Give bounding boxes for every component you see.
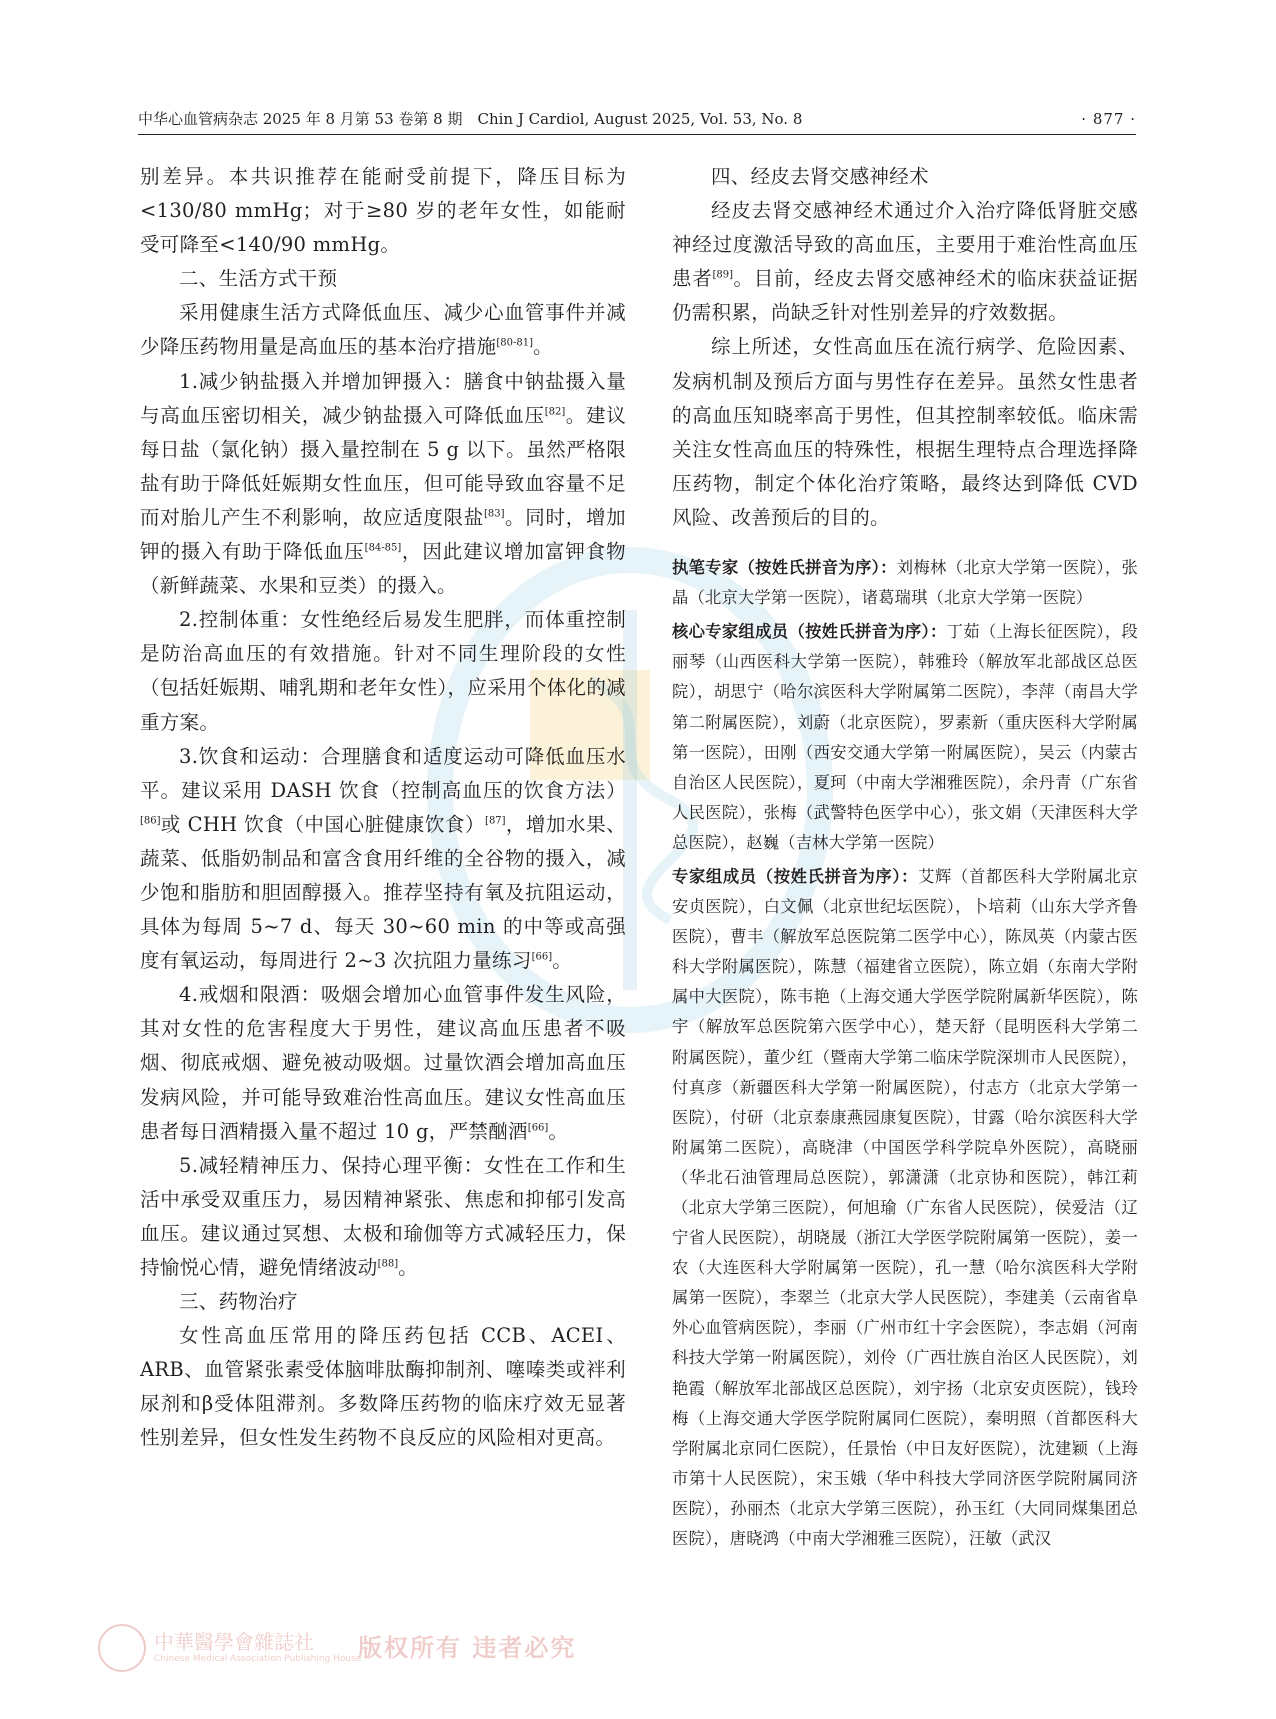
citation-ref: [87] <box>485 815 506 827</box>
paragraph-text: ，增加水果、蔬菜、低脂奶制品和富含食用纤维的全谷物的摄入，减少饱和脂肪和胆固醇摄入。推荐坚持有氧及抗阻运动，具体为每周 5~7 d、每天 30~60 min 的中等或高强度有氧运动，每周进行 2~3 次抗阻力量练习 <box>140 812 626 973</box>
paragraph-text: 。 <box>548 1119 569 1143</box>
paragraph <box>140 296 626 364</box>
paragraph-text: 别差异。本共识推荐在能耐受前提下，降压目标为<130/80 mmHg；对于≥80 岁的老年女性，如能耐受可降至<140/90 mmHg。 <box>140 165 626 257</box>
citation-ref: [80-81] <box>496 337 534 349</box>
author-group-members: 丁茹（上海长征医院），段丽琴（山西医科大学第一医院），韩雅玲（解放军北部战区总医院），胡思宁（哈尔滨医科大学附属第二医院），李萍（南昌大学第二附属医院），刘蔚（北京医院），罗素新（重庆医科大学附属第一医院），田刚（西安交通大学第一附属医院），吴云（内蒙古自治区人民医院），夏珂（中南大学湘雅医院），余丹青（广东省人民医院），张梅（武警特色医学中心），张文娟（天津医科大学总医院），赵巍（吉林大学第一医院） <box>672 622 1138 852</box>
author-group <box>672 617 1138 858</box>
paragraph-text: 经皮去肾交感神经术通过介入治疗降低肾脏交感神经过度激活导致的高血压，主要用于难治性高血压患者 <box>672 199 1138 291</box>
paragraph-text: 采用健康生活方式降低血压、减少心血管事件并减少降压药物用量是高血压的基本治疗措施 <box>140 301 626 359</box>
section-heading <box>140 262 626 296</box>
author-group-label: 核心专家组成员（按姓氏拼音为序）： <box>672 622 947 642</box>
paragraph-text: 2.控制体重：女性绝经后易发生肥胖，而体重控制是防治高血压的有效措施。针对不同生理阶段的女性（包括妊娠期、哺乳期和老年女性），应采用个体化的减重方案。 <box>140 608 626 734</box>
paragraph <box>140 1319 626 1455</box>
author-group <box>672 862 1138 1554</box>
paragraph-text: 。同时，增加钾的摄入有助于降低血压 <box>140 505 626 564</box>
paragraph-text: 。目前，经皮去肾交感神经术的临床获益证据仍需积累，尚缺乏针对性别差异的疗效数据。 <box>672 267 1138 325</box>
copyright-notice: 版权所有 违者必究 <box>358 1634 577 1662</box>
paragraph <box>140 603 626 739</box>
publisher-name: 中華醫學會雜誌社 <box>154 1630 314 1654</box>
citation-ref: [83] <box>484 508 505 520</box>
author-list <box>672 553 1138 1554</box>
author-group-label: 执笔专家（按姓氏拼音为序）： <box>672 558 897 578</box>
paragraph-text: 5.减轻精神压力、保持心理平衡：女性在工作和生活中承受双重压力，易因精神紧张、焦虑和抑郁引发高血压。建议通过冥想、太极和瑜伽等方式减轻压力，保持愉悦心情，避免情绪波动 <box>140 1153 626 1279</box>
running-header <box>138 104 1136 135</box>
paragraph <box>140 978 626 1148</box>
paragraph-text: 。 <box>398 1256 418 1279</box>
paragraph-text: 女性高血压常用的降压药包括 CCB、ACEI、ARB、血管紧张素受体脑啡肽酶抑制剂、噻嗪类或袢利尿剂和β受体阻滞剂。多数降压药物的临床疗效无显著性别差异，但女性发生药物不良反应的风险相对更高。 <box>140 1324 626 1450</box>
publisher-logo-icon <box>98 1624 146 1672</box>
paragraph-text: 或 CHH 饮食（中国心脏健康饮食） <box>160 812 486 836</box>
paragraph-text: 三、药物治疗 <box>179 1290 298 1314</box>
paragraph <box>140 1149 626 1285</box>
paragraph <box>672 330 1138 535</box>
paragraph-text: 综上所述，女性高血压在流行病学、危险因素、发病机制及预后方面与男性存在差异。虽然女性患者的高血压知晓率高于男性，但其控制率较低。临床需关注女性高血压的特殊性，根据生理特点合理选择降压药物，制定个体化治疗策略，最终达到降低 CVD 风险、改善预后的目的。 <box>672 335 1138 529</box>
paragraph-text: 4.戒烟和限酒：吸烟会增加心血管事件发生风险，其对女性的危害程度大于男性，建议高血压患者不吸烟、彻底戒烟、避免被动吸烟。过量饮酒会增加高血压发病风险，并可能导致难治性高血压。建议女性高血压患者每日酒精摄入量不超过 10 g，严禁酗酒 <box>140 983 626 1143</box>
paragraph-text: 二、生活方式干预 <box>179 267 338 291</box>
publisher-footer <box>98 1620 618 1676</box>
journal-info: 中华心血管病杂志 2025 年 8 月第 53 卷第 8 期 Chin J Cardiol, August 2025, Vol. 53, No. 8 <box>138 110 803 128</box>
section-heading <box>672 160 1138 194</box>
paragraph-text: 1.减少钠盐摄入并增加钾摄入：膳食中钠盐摄入量与高血压密切相关，减少钠盐摄入可降低血压 <box>140 369 626 427</box>
paragraph-text: 。 <box>552 949 572 973</box>
author-group <box>672 553 1138 613</box>
section-heading <box>140 1285 626 1319</box>
paragraph <box>140 740 626 979</box>
citation-ref: [82] <box>544 406 566 418</box>
paragraph-text: 。建议每日盐（氯化钠）摄入量控制在 5 g 以下。虽然严格限盐有助于降低妊娠期女性血压，但可能导致血容量不足而对胎儿产生不利影响，故应适度限盐 <box>140 403 626 529</box>
author-group-members: 刘梅林（北京大学第一医院），张晶（北京大学第一医院），诸葛瑞琪（北京大学第一医院） <box>672 558 1138 608</box>
right-column-body <box>672 160 1138 535</box>
right-column <box>672 160 1138 1558</box>
page-number: · 877 · <box>1081 110 1136 128</box>
author-group-members: 艾辉（首都医科大学附属北京安贞医院），白文佩（北京世纪坛医院），卜培莉（山东大学齐鲁医院），曹丰（解放军总医院第二医学中心），陈凤英（内蒙古医科大学附属医院），陈慧（福建省立医院），陈立娟（东南大学附属中大医院），陈韦艳（上海交通大学医学院附属新华医院），陈宇（解放军总医院第六医学中心），楚天舒（昆明医科大学第二附属医院），董少红（暨南大学第二临床学院深圳市人民医院），付真彦（新疆医科大学第一附属医院），付志方（北京大学第一医院），付研（北京泰康燕园康复医院），甘露（哈尔滨医科大学附属第二医院），高晓津（中国医学科学院阜外医院），高晓丽（华北石油管理局总医院），郭潇潇（北京协和医院），韩江莉（北京大学第三医院），何旭瑜（广东省人民医院），侯爱洁（辽宁省人民医院），胡晓晟（浙江大学医学院附属第一医院），姜一农（大连医科大学附属第一医院），孔一慧（哈尔滨医科大学附属第一医院），李翠兰（北京大学人民医院），李建美（云南省阜外心血管病医院），李丽（广州市红十字会医院），李志娟（河南科技大学第一附属医院），刘伶（广西壮族自治区人民医院），刘艳霞（解放军北部战区总医院），刘宇扬（北京安贞医院），钱玲梅（上海交通大学医学院附属同仁医院），秦明照（首都医科大学附属北京同仁医院），任景怡（中日友好医院），沈建颖（上海市第十人民医院），宋玉娥（华中科技大学同济医学院附属同济医院），孙丽杰（北京大学第三医院），孙玉红（大同同煤集团总医院），唐晓鸿（中南大学湘雅三医院），汪敏（武汉 <box>672 866 1138 1549</box>
citation-ref: [89] <box>712 269 734 281</box>
paragraph-text: ，因此建议增加富钾食物（新鲜蔬菜、水果和豆类）的摄入。 <box>140 540 626 598</box>
citation-ref: [84-85] <box>364 542 402 554</box>
paragraph-text: 。 <box>533 335 553 359</box>
citation-ref: [86] <box>140 815 161 827</box>
left-column <box>140 160 626 1456</box>
publisher-name-en: Chinese Medical Association Publishing House <box>154 1654 362 1664</box>
citation-ref: [88] <box>377 1258 399 1270</box>
paragraph <box>140 160 626 262</box>
citation-ref: [66] <box>527 1122 549 1134</box>
author-group-label: 专家组成员（按姓氏拼音为序）： <box>672 866 919 886</box>
citation-ref: [66] <box>531 951 553 963</box>
paragraph-text: 3.饮食和运动：合理膳食和适度运动可降低血压水平。建议采用 DASH 饮食（控制高血压的饮食方法） <box>140 744 626 802</box>
paragraph <box>140 365 626 604</box>
paragraph <box>672 194 1138 330</box>
paragraph-text: 四、经皮去肾交感神经术 <box>711 165 929 188</box>
